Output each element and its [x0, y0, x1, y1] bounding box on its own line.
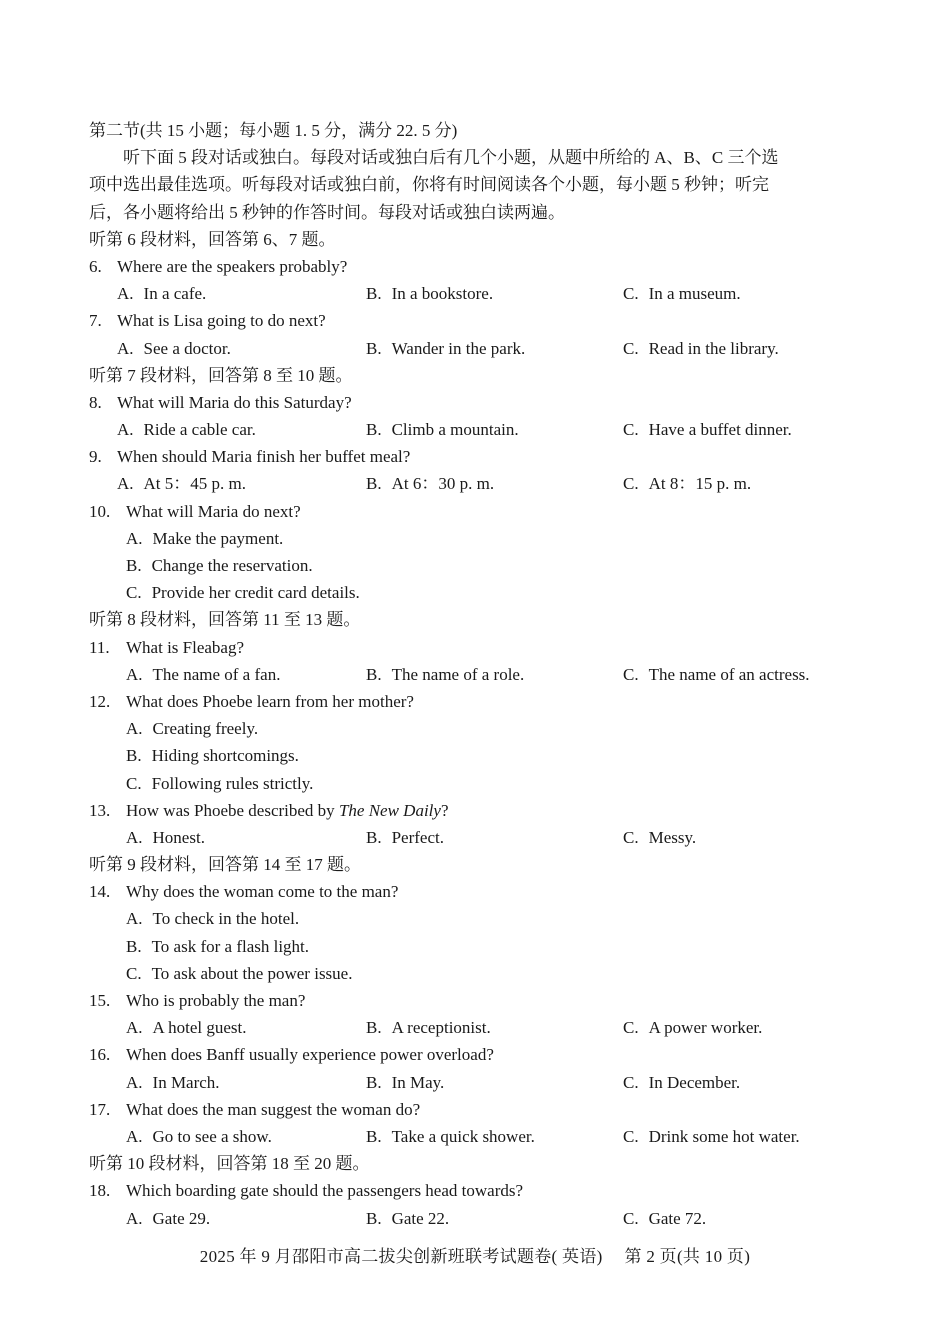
answer-option-c [126, 960, 352, 987]
question-text [117, 253, 347, 280]
answer-option-a [126, 525, 283, 552]
options-row [89, 824, 869, 851]
option-text: Gate 72. [648, 1208, 707, 1228]
question-text-main: Why does the woman come to the man? [126, 882, 399, 902]
answer-option-a [126, 905, 299, 932]
option-text: The name of a fan. [152, 664, 281, 684]
question-number: 7. [89, 311, 102, 331]
options-row [89, 552, 869, 579]
options-row [89, 579, 869, 606]
option-text: Provide her credit card details. [151, 583, 360, 603]
instructions-line: 后，各小题将给出 5 秒钟的作答时间。每段对话或独白读两遍。 [89, 202, 565, 222]
answer-option-a [126, 1205, 210, 1232]
question-line [89, 634, 869, 661]
option-label: B. [126, 556, 142, 575]
material-heading: 听第 6 段材料，回答第 6、7 题。 [89, 229, 336, 249]
answer-option-b [366, 1205, 449, 1232]
option-label: B. [366, 420, 382, 440]
publication-title: The New Daily [338, 800, 441, 820]
option-label: C. [623, 1018, 639, 1038]
question-text [117, 389, 352, 416]
question-line [89, 878, 869, 905]
question-text [126, 634, 244, 661]
option-text: In a bookstore. [391, 284, 494, 304]
option-text: Wander in the park. [391, 338, 526, 358]
option-label: C. [623, 338, 639, 358]
option-text: Climb a mountain. [391, 420, 519, 440]
option-text: Have a buffet dinner. [648, 420, 792, 440]
option-label: A. [126, 1208, 143, 1228]
options-row [89, 715, 869, 742]
option-text: At 8：15 p. m. [648, 474, 752, 494]
option-label: C. [126, 963, 142, 983]
answer-option-b [366, 335, 525, 362]
option-label: A. [126, 1126, 143, 1146]
question-text [117, 307, 326, 334]
question-line [89, 688, 869, 715]
option-label: C. [623, 664, 639, 684]
option-text: A hotel guest. [152, 1018, 247, 1038]
option-text: In a museum. [648, 284, 741, 304]
question-list [89, 226, 869, 1232]
option-label: A. [126, 528, 143, 548]
option-text: The name of an actress. [648, 664, 810, 684]
question-line [89, 797, 869, 824]
question-text-main: What is Lisa going to do next? [117, 311, 326, 331]
option-text: Hiding shortcomings. [151, 746, 299, 766]
option-label: A. [117, 284, 134, 304]
question-text-main: What will Maria do next? [126, 501, 301, 521]
option-text: Messy. [648, 827, 697, 847]
option-label: C. [623, 474, 639, 494]
question-text [126, 878, 398, 905]
option-label: B. [366, 1018, 382, 1038]
options-row [89, 933, 869, 960]
answer-option-c [623, 1205, 706, 1232]
option-text: Change the reservation. [151, 556, 313, 575]
answer-option-a [126, 661, 280, 688]
answer-option-c [623, 280, 741, 307]
page-footer: 2025 年 9 月邵阳市高二拔尖创新班联考试题卷( 英语) 第 2 页(共 10 页) [199, 1247, 751, 1266]
question-text-main: When should Maria finish her buffet meal? [117, 447, 411, 467]
question-text-main: What does the man suggest the woman do? [126, 1099, 421, 1119]
option-text: In December. [648, 1072, 741, 1092]
answer-option-a [117, 416, 256, 443]
answer-option-c [623, 416, 792, 443]
answer-option-b [126, 742, 299, 769]
question-text [126, 987, 305, 1014]
question-text-main: Where are the speakers probably? [117, 256, 348, 276]
option-text: Ride a cable car. [143, 420, 256, 440]
options-row [89, 742, 869, 769]
answer-option-b [126, 552, 313, 579]
answer-option-b [366, 280, 493, 307]
option-text: See a doctor. [143, 338, 231, 358]
options-row [89, 416, 869, 443]
option-label: A. [117, 474, 134, 494]
option-label: A. [117, 338, 134, 358]
option-text: To ask about the power issue. [151, 963, 353, 983]
options-row [89, 905, 869, 932]
options-row [89, 525, 869, 552]
option-text: Perfect. [391, 827, 444, 847]
answer-option-a [126, 1014, 247, 1041]
option-label: B. [366, 827, 382, 847]
answer-option-c [623, 824, 696, 851]
option-label: B. [366, 1072, 382, 1092]
answer-option-b [366, 661, 524, 688]
question-number: 18. [89, 1181, 111, 1201]
question-text [126, 688, 414, 715]
question-number: 12. [89, 691, 111, 711]
answer-option-c [623, 1014, 762, 1041]
option-text: Gate 29. [152, 1208, 211, 1228]
question-number: 17. [89, 1099, 111, 1119]
option-text: To check in the hotel. [152, 909, 300, 929]
question-text-main: Which boarding gate should the passengers head towards? [126, 1181, 524, 1201]
question-line [89, 253, 869, 280]
options-row [89, 1014, 869, 1041]
option-text: Go to see a show. [152, 1126, 272, 1146]
answer-option-c [623, 661, 810, 688]
question-number: 14. [89, 882, 111, 902]
answer-option-c [623, 470, 751, 497]
instructions-line: 项中选出最佳选项。听每段对话或独白前，你将有时间阅读各个小题，每小题 5 秒钟；听完 [89, 175, 769, 195]
options-row [89, 470, 869, 497]
material-heading: 听第 8 段材料，回答第 11 至 13 题。 [89, 610, 361, 630]
answer-option-c [623, 335, 779, 362]
question-line [89, 1096, 869, 1123]
question-line [89, 498, 869, 525]
answer-option-c [126, 579, 360, 606]
option-label: B. [366, 284, 382, 304]
option-label: A. [126, 664, 143, 684]
question-line [89, 443, 869, 470]
answer-option-b [366, 1123, 535, 1150]
option-label: C. [623, 1126, 639, 1146]
answer-option-a [117, 280, 206, 307]
answer-option-a [117, 335, 231, 362]
option-label: C. [623, 284, 639, 304]
question-text-main: What will Maria do this Saturday? [117, 392, 352, 412]
question-line [89, 1041, 869, 1068]
option-text: In a cafe. [143, 284, 207, 304]
option-text: Following rules strictly. [151, 773, 314, 793]
material-heading: 听第 9 段材料，回答第 14 至 17 题。 [89, 855, 361, 875]
option-text: Creating freely. [152, 719, 259, 739]
option-text: The name of a role. [391, 664, 525, 684]
option-label: A. [126, 1072, 143, 1092]
options-row [89, 960, 869, 987]
option-text: At 5：45 p. m. [143, 474, 247, 494]
option-label: C. [623, 1072, 639, 1092]
options-row [89, 770, 869, 797]
question-text [126, 498, 301, 525]
option-text: Honest. [152, 827, 205, 847]
question-text-main: Who is probably the man? [126, 991, 306, 1010]
options-row [89, 1205, 869, 1232]
question-number: 10. [89, 501, 111, 521]
question-number: 6. [89, 256, 102, 276]
option-label: B. [366, 664, 382, 684]
option-label: A. [126, 1018, 143, 1038]
section-header: 第二节(共 15 小题；每小题 1. 5 分，满分 22. 5 分) [89, 121, 458, 140]
question-text [126, 797, 448, 824]
answer-option-a [126, 1069, 220, 1096]
option-text: A power worker. [648, 1018, 763, 1038]
instructions-line: 听下面 5 段对话或独白。每段对话或独白后有几个小题，从题中所给的 A、B、C 三个选 [123, 148, 779, 168]
option-label: C. [623, 1208, 639, 1228]
answer-option-c [126, 770, 313, 797]
material-heading: 听第 10 段材料，回答第 18 至 20 题。 [89, 1154, 370, 1174]
material-heading: 听第 7 段材料，回答第 8 至 10 题。 [89, 365, 353, 385]
answer-option-b [366, 1069, 444, 1096]
answer-option-b [366, 824, 444, 851]
options-row [89, 1069, 869, 1096]
question-text-main: What does Phoebe learn from her mother? [126, 691, 414, 711]
options-row [89, 661, 869, 688]
question-number: 13. [89, 800, 111, 820]
option-label: C. [623, 420, 639, 440]
question-text-end: ? [440, 800, 449, 820]
question-text [126, 1041, 494, 1068]
option-text: Take a quick shower. [391, 1126, 535, 1146]
option-text: At 6：30 p. m. [391, 474, 495, 494]
option-text: Make the payment. [152, 528, 284, 548]
question-line [89, 987, 869, 1014]
question-text [126, 1096, 420, 1123]
option-label: A. [126, 909, 143, 929]
question-text-main: What is Fleabag? [126, 637, 245, 657]
option-label: C. [126, 773, 142, 793]
option-label: C. [623, 827, 639, 847]
option-text: Drink some hot water. [648, 1126, 800, 1146]
question-line [89, 1177, 869, 1204]
question-line [89, 307, 869, 334]
options-row [89, 280, 869, 307]
option-text: In May. [391, 1072, 445, 1092]
question-text [117, 443, 410, 470]
answer-option-a [126, 1123, 272, 1150]
answer-option-b [366, 416, 519, 443]
question-number: 11. [89, 637, 110, 657]
option-text: Read in the library. [648, 338, 779, 358]
option-label: B. [126, 746, 142, 766]
option-label: B. [366, 1208, 382, 1228]
option-text: Gate 22. [391, 1208, 450, 1228]
option-label: A. [126, 827, 143, 847]
option-label: B. [366, 1126, 382, 1146]
options-row [89, 335, 869, 362]
question-number: 8. [89, 392, 102, 412]
option-text: In March. [152, 1072, 220, 1092]
option-label: B. [126, 936, 142, 956]
question-number: 15. [89, 991, 111, 1010]
question-text [126, 1177, 523, 1204]
answer-option-a [126, 824, 205, 851]
question-text-main: When does Banff usually experience power overload? [126, 1045, 494, 1065]
question-line [89, 389, 869, 416]
answer-option-a [117, 470, 246, 497]
options-row [89, 1123, 869, 1150]
option-label: B. [366, 474, 382, 494]
option-text: A receptionist. [391, 1018, 491, 1038]
question-number: 16. [89, 1045, 111, 1065]
question-number: 9. [89, 447, 102, 467]
question-text-main: How was Phoebe described by [126, 800, 339, 820]
answer-option-b [366, 1014, 491, 1041]
answer-option-c [623, 1069, 740, 1096]
answer-option-c [623, 1123, 800, 1150]
exam-page-content [89, 117, 869, 1232]
answer-option-a [126, 715, 258, 742]
option-label: B. [366, 338, 382, 358]
option-label: A. [126, 719, 143, 739]
answer-option-b [366, 470, 494, 497]
option-label: C. [126, 583, 142, 603]
option-label: A. [117, 420, 134, 440]
answer-option-b [126, 933, 309, 960]
option-text: To ask for a flash light. [151, 936, 310, 956]
